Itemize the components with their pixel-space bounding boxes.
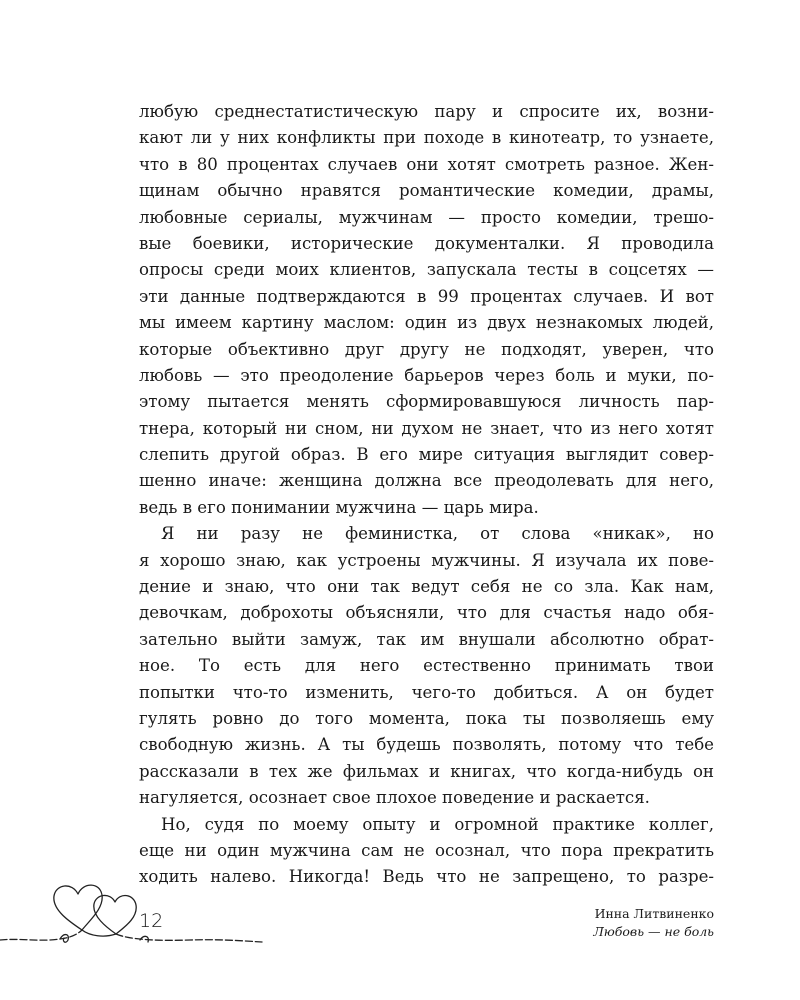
text-line: девочкам, доброхоты объясняли, что для счастья надо обя- [139, 603, 714, 623]
text-line: свободную жизнь. А ты будешь позволять, потому что тебе [139, 735, 714, 755]
text-line: вые боевики, исторические документалки. Я проводила [139, 233, 714, 253]
text-line: ное. То есть для него естественно принимать твои [139, 656, 714, 676]
text-line: рассказали в тех же фильмах и книгах, что когда-нибудь он [139, 761, 714, 781]
text-line: зательно выйти замуж, так им внушали абсолютно обрат- [139, 629, 714, 649]
text-line: опросы среди моих клиентов, запускала тесты в соцсетях — [139, 260, 714, 280]
hearts-ornament-icon [0, 872, 270, 952]
text-line: попытки что-то изменить, чего-то добиться. А он будет [139, 682, 714, 702]
body-text [139, 99, 714, 891]
footer-book-title: Любовь — не боль [593, 924, 714, 939]
text-line: ходить налево. Никогда! Ведь что не запрещено, то разре- [139, 867, 714, 887]
text-line: нагуляется, осознает свое плохое поведение и раскается. [139, 788, 650, 808]
text-line: любовные сериалы, мужчинам — просто комедии, трешо- [139, 207, 714, 227]
page-number: 12 [139, 910, 164, 932]
text-line: шенно иначе: женщина должна все преодолевать для него, [139, 471, 714, 491]
text-line: любовь — это преодоление барьеров через боль и муки, по- [139, 365, 714, 385]
text-line: я хорошо знаю, как устроены мужчины. Я изучала их пове- [139, 550, 714, 570]
text-line: щинам обычно нравятся романтические комедии, драмы, [139, 181, 714, 201]
text-line: эти данные подтверждаются в 99 процентах случаев. И вот [139, 286, 714, 306]
text-line: еще ни один мужчина сам не осознал, что пора прекратить [139, 840, 714, 860]
text-line: что в 80 процентах случаев они хотят смотреть разное. Жен- [139, 154, 714, 174]
text-line: Я ни разу не феминистка, от слова «никак», но [161, 524, 714, 544]
text-line: Но, судя по моему опыту и огромной практике коллег, [161, 814, 714, 834]
text-line: этому пытается менять сформировавшуюся личность пар- [139, 392, 714, 412]
text-line: мы имеем картину маслом: один из двух незнакомых людей, [139, 313, 714, 333]
footer-author: Инна Литвиненко [594, 906, 714, 921]
text-line: любую среднестатистическую пару и спросите их, возни- [139, 102, 714, 121]
text-line: гулять ровно до того момента, пока ты позволяешь ему [139, 708, 714, 728]
text-line: дение и знаю, что они так ведут себя не со зла. Как нам, [139, 577, 714, 597]
text-line: которые объективно друг другу не подходят, уверен, что [139, 339, 714, 359]
text-line: слепить другой образ. В его мире ситуация выглядит совер- [139, 445, 714, 465]
text-line: ведь в его понимании мужчина — царь мира. [139, 497, 539, 517]
text-line: тнера, который ни сном, ни духом не знает, что из него хотят [139, 418, 714, 438]
text-line: кают ли у них конфликты при походе в кинотеатр, то узнаете, [139, 128, 714, 148]
